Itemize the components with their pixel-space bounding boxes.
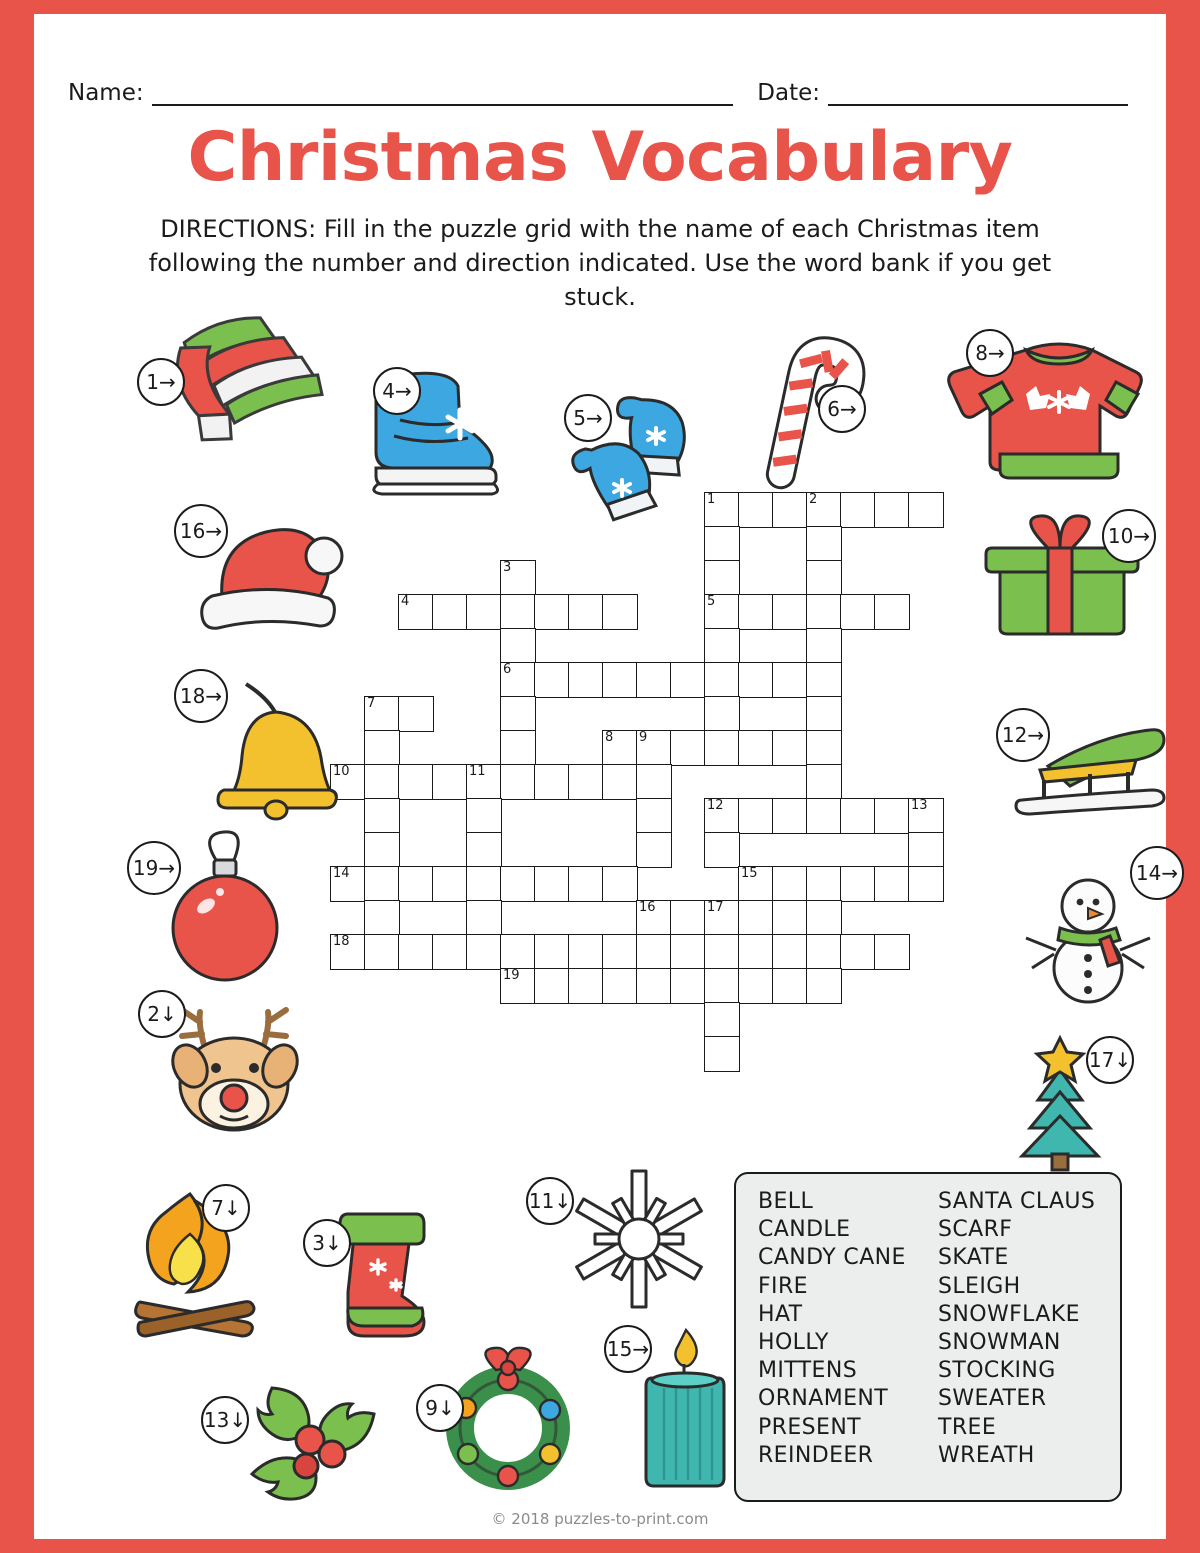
grid-cell[interactable]: [636, 934, 672, 970]
word-bank-item: WREATH: [938, 1442, 1035, 1468]
grid-cell[interactable]: [806, 968, 842, 1004]
grid-cell[interactable]: [432, 594, 468, 630]
grid-cell-number: 9: [639, 730, 648, 745]
clue-10-bubble[interactable]: 10→: [1102, 509, 1156, 563]
grid-cell[interactable]: [500, 968, 536, 1004]
grid-cell[interactable]: [874, 866, 910, 902]
clue-7-bubble[interactable]: 7↓: [202, 1184, 250, 1232]
grid-cell[interactable]: [636, 764, 672, 800]
clue-17-bubble[interactable]: 17↓: [1086, 1036, 1134, 1084]
grid-cell[interactable]: [636, 832, 672, 868]
clue-16-bubble[interactable]: 16→: [174, 504, 228, 558]
grid-cell-number: 17: [707, 900, 724, 915]
grid-cell[interactable]: [806, 662, 842, 698]
grid-cell[interactable]: [500, 934, 536, 970]
clue-4-bubble[interactable]: 4→: [373, 367, 421, 415]
grid-cell[interactable]: [738, 492, 774, 528]
grid-cell[interactable]: [602, 764, 638, 800]
grid-cell[interactable]: [806, 560, 842, 596]
grid-cell[interactable]: [704, 628, 740, 664]
grid-cell[interactable]: [806, 628, 842, 664]
grid-cell-number: 6: [503, 662, 512, 677]
clue-9-bubble[interactable]: 9↓: [416, 1384, 464, 1432]
grid-cell-number: 8: [605, 730, 614, 745]
ornament-icon: [162, 826, 292, 986]
clue-2-bubble[interactable]: 2↓: [138, 990, 186, 1038]
grid-cell[interactable]: [840, 798, 876, 834]
directions-text: DIRECTIONS: Fill in the puzzle grid with the name of each Christmas item following the number and direction indicated. Use the word bank if you get stuck.: [148, 215, 1052, 311]
grid-cell[interactable]: [364, 934, 400, 970]
grid-cell[interactable]: [704, 1002, 740, 1038]
grid-cell[interactable]: [908, 492, 944, 528]
word-bank-column-2: [938, 1188, 1100, 1470]
grid-cell[interactable]: [704, 730, 740, 766]
word-bank-item: CANDLE: [758, 1217, 851, 1243]
grid-cell[interactable]: [500, 764, 536, 800]
grid-cell[interactable]: [534, 764, 570, 800]
grid-cell[interactable]: [364, 764, 400, 800]
grid-cell[interactable]: [636, 900, 672, 936]
word-bank-column-1: [758, 1188, 920, 1470]
grid-cell[interactable]: [772, 492, 808, 528]
grid-cell[interactable]: [704, 832, 740, 868]
grid-cell[interactable]: [500, 866, 536, 902]
word-bank-item: CANDY CANE: [758, 1245, 906, 1271]
grid-cell[interactable]: [432, 866, 468, 902]
grid-cell[interactable]: [704, 560, 740, 596]
grid-cell[interactable]: [568, 764, 604, 800]
grid-cell[interactable]: [568, 968, 604, 1004]
grid-cell-number: 10: [333, 764, 350, 779]
grid-cell[interactable]: [602, 594, 638, 630]
copyright-text: © 2018 puzzles-to-print.com: [491, 1510, 709, 1528]
word-bank-item: SNOWMAN: [938, 1330, 1061, 1356]
grid-cell[interactable]: [738, 798, 774, 834]
grid-cell[interactable]: [704, 934, 740, 970]
grid-cell[interactable]: [806, 526, 842, 562]
grid-cell[interactable]: [364, 798, 400, 834]
grid-cell[interactable]: [466, 934, 502, 970]
grid-cell[interactable]: [738, 662, 774, 698]
grid-cell[interactable]: [534, 968, 570, 1004]
grid-cell[interactable]: [330, 934, 366, 970]
grid-cell[interactable]: [806, 934, 842, 970]
grid-cell[interactable]: [398, 594, 434, 630]
grid-cell[interactable]: [466, 594, 502, 630]
grid-cell[interactable]: [602, 968, 638, 1004]
crossword-grid[interactable]: [330, 492, 970, 1172]
grid-cell[interactable]: [874, 594, 910, 630]
grid-cell-number: 18: [333, 934, 350, 949]
clue-11-bubble[interactable]: 11↓: [526, 1177, 574, 1225]
grid-cell[interactable]: [670, 934, 706, 970]
word-bank-item: HOLLY: [758, 1330, 829, 1356]
grid-cell[interactable]: [636, 798, 672, 834]
clue-8-bubble[interactable]: 8→: [966, 329, 1014, 377]
grid-cell[interactable]: [772, 594, 808, 630]
grid-cell-number: 1: [707, 492, 716, 507]
grid-cell[interactable]: [704, 900, 740, 936]
grid-cell[interactable]: [670, 968, 706, 1004]
grid-cell[interactable]: [806, 492, 842, 528]
grid-cell-number: 14: [333, 866, 350, 881]
grid-cell[interactable]: [806, 764, 842, 800]
grid-cell[interactable]: [704, 662, 740, 698]
grid-cell[interactable]: [874, 934, 910, 970]
grid-cell[interactable]: [670, 662, 706, 698]
grid-cell[interactable]: [806, 730, 842, 766]
grid-cell[interactable]: [874, 492, 910, 528]
grid-cell[interactable]: [364, 730, 400, 766]
grid-cell[interactable]: [840, 866, 876, 902]
clue-19-bubble[interactable]: 19→: [127, 841, 181, 895]
grid-cell[interactable]: [806, 798, 842, 834]
grid-cell[interactable]: [670, 900, 706, 936]
grid-cell[interactable]: [534, 662, 570, 698]
word-bank-item: HAT: [758, 1301, 803, 1327]
grid-cell[interactable]: [500, 594, 536, 630]
word-bank-item: BELL: [758, 1189, 814, 1214]
clue-5-bubble[interactable]: 5→: [564, 394, 612, 442]
grid-cell[interactable]: [806, 594, 842, 630]
clue-12-bubble[interactable]: 12→: [996, 708, 1050, 762]
grid-cell[interactable]: [738, 900, 774, 936]
grid-cell[interactable]: [772, 934, 808, 970]
grid-cell[interactable]: [568, 866, 604, 902]
word-bank-item: MITTENS: [758, 1358, 858, 1384]
word-bank-item: STOCKING: [938, 1358, 1056, 1384]
holly-icon: [224, 1378, 404, 1508]
grid-cell[interactable]: [772, 900, 808, 936]
grid-cell[interactable]: [772, 798, 808, 834]
grid-cell[interactable]: [704, 594, 740, 630]
grid-cell[interactable]: [806, 866, 842, 902]
grid-cell[interactable]: [364, 900, 400, 936]
grid-cell[interactable]: [636, 662, 672, 698]
clue-1-bubble[interactable]: 1→: [137, 358, 185, 406]
clue-13-bubble[interactable]: 13↓: [201, 1396, 249, 1444]
page-title: Christmas Vocabulary: [187, 118, 1013, 197]
grid-cell[interactable]: [704, 968, 740, 1004]
grid-cell-number: 2: [809, 492, 818, 507]
word-bank-item: TREE: [938, 1414, 997, 1440]
grid-cell[interactable]: [500, 696, 536, 732]
grid-cell-number: 3: [503, 560, 512, 575]
grid-cell[interactable]: [772, 662, 808, 698]
word-bank-item: SLEIGH: [938, 1273, 1021, 1299]
grid-cell[interactable]: [398, 764, 434, 800]
word-bank-item: ORNAMENT: [758, 1386, 889, 1412]
grid-cell[interactable]: [874, 798, 910, 834]
grid-cell[interactable]: [534, 594, 570, 630]
grid-cell-number: 19: [503, 968, 520, 983]
grid-cell[interactable]: [806, 696, 842, 732]
word-bank-item: SNOWFLAKE: [938, 1301, 1080, 1327]
grid-cell[interactable]: [602, 866, 638, 902]
grid-cell[interactable]: [636, 730, 672, 766]
grid-cell[interactable]: [568, 934, 604, 970]
grid-cell-number: 4: [401, 594, 410, 609]
grid-cell[interactable]: [466, 832, 502, 868]
grid-cell[interactable]: [738, 934, 774, 970]
clue-3-bubble[interactable]: 3↓: [303, 1219, 351, 1267]
grid-cell[interactable]: [908, 866, 944, 902]
grid-cell[interactable]: [534, 934, 570, 970]
grid-cell[interactable]: [364, 832, 400, 868]
grid-cell[interactable]: [568, 662, 604, 698]
grid-cell[interactable]: [466, 764, 502, 800]
grid-cell[interactable]: [568, 594, 604, 630]
word-bank-item: SKATE: [938, 1245, 1009, 1271]
grid-cell[interactable]: [466, 866, 502, 902]
grid-cell[interactable]: [534, 866, 570, 902]
word-bank-item: SWEATER: [938, 1386, 1047, 1412]
grid-cell-number: 7: [367, 696, 376, 711]
grid-cell[interactable]: [432, 764, 468, 800]
name-date-row: [68, 70, 1128, 106]
grid-cell[interactable]: [330, 866, 366, 902]
grid-cell[interactable]: [908, 832, 944, 868]
grid-cell-number: 16: [639, 900, 656, 915]
grid-cell[interactable]: [772, 968, 808, 1004]
grid-cell[interactable]: [704, 1036, 740, 1072]
grid-cell[interactable]: [840, 492, 876, 528]
grid-cell[interactable]: [840, 594, 876, 630]
grid-cell[interactable]: [466, 900, 502, 936]
name-input-line[interactable]: [152, 78, 734, 106]
worksheet-sheet: [34, 14, 1179, 1539]
grid-cell[interactable]: [500, 560, 536, 596]
word-bank: [734, 1172, 1122, 1502]
word-bank-item: SANTA CLAUS: [938, 1189, 1096, 1214]
grid-cell-number: 11: [469, 764, 486, 779]
grid-cell[interactable]: [500, 628, 536, 664]
grid-cell[interactable]: [364, 866, 400, 902]
name-label: Name:: [68, 80, 144, 106]
grid-cell-number: 12: [707, 798, 724, 813]
grid-cell[interactable]: [398, 696, 434, 732]
word-bank-item: SCARF: [938, 1217, 1013, 1243]
snowflake-icon: [554, 1164, 724, 1314]
grid-cell-number: 5: [707, 594, 716, 609]
bell-icon: [210, 664, 350, 814]
grid-cell[interactable]: [398, 866, 434, 902]
word-bank-item: REINDEER: [758, 1442, 874, 1468]
grid-cell[interactable]: [772, 730, 808, 766]
grid-cell[interactable]: [704, 798, 740, 834]
clue-18-bubble[interactable]: 18→: [174, 669, 228, 723]
grid-cell[interactable]: [364, 696, 400, 732]
grid-cell-number: 13: [911, 798, 928, 813]
grid-cell[interactable]: [738, 730, 774, 766]
grid-cell[interactable]: [398, 934, 434, 970]
word-bank-item: FIRE: [758, 1273, 808, 1299]
clue-6-bubble[interactable]: 6→: [818, 385, 866, 433]
grid-cell[interactable]: [840, 934, 876, 970]
grid-cell[interactable]: [636, 968, 672, 1004]
grid-cell[interactable]: [738, 594, 774, 630]
grid-cell[interactable]: [432, 934, 468, 970]
grid-cell[interactable]: [738, 968, 774, 1004]
clue-15-bubble[interactable]: 15→: [604, 1325, 652, 1373]
grid-cell[interactable]: [670, 730, 706, 766]
date-input-line[interactable]: [828, 78, 1128, 106]
grid-cell-number: 15: [741, 866, 758, 881]
grid-cell[interactable]: [908, 798, 944, 834]
grid-cell[interactable]: [806, 900, 842, 936]
grid-cell[interactable]: [500, 730, 536, 766]
grid-cell[interactable]: [500, 662, 536, 698]
grid-cell[interactable]: [602, 662, 638, 698]
grid-cell[interactable]: [772, 866, 808, 902]
clue-14-bubble[interactable]: 14→: [1130, 846, 1184, 900]
grid-cell[interactable]: [466, 798, 502, 834]
word-bank-item: PRESENT: [758, 1414, 862, 1440]
grid-cell[interactable]: [602, 934, 638, 970]
grid-cell[interactable]: [704, 696, 740, 732]
grid-cell[interactable]: [738, 866, 774, 902]
date-label: Date:: [757, 80, 820, 106]
grid-cell[interactable]: [602, 730, 638, 766]
